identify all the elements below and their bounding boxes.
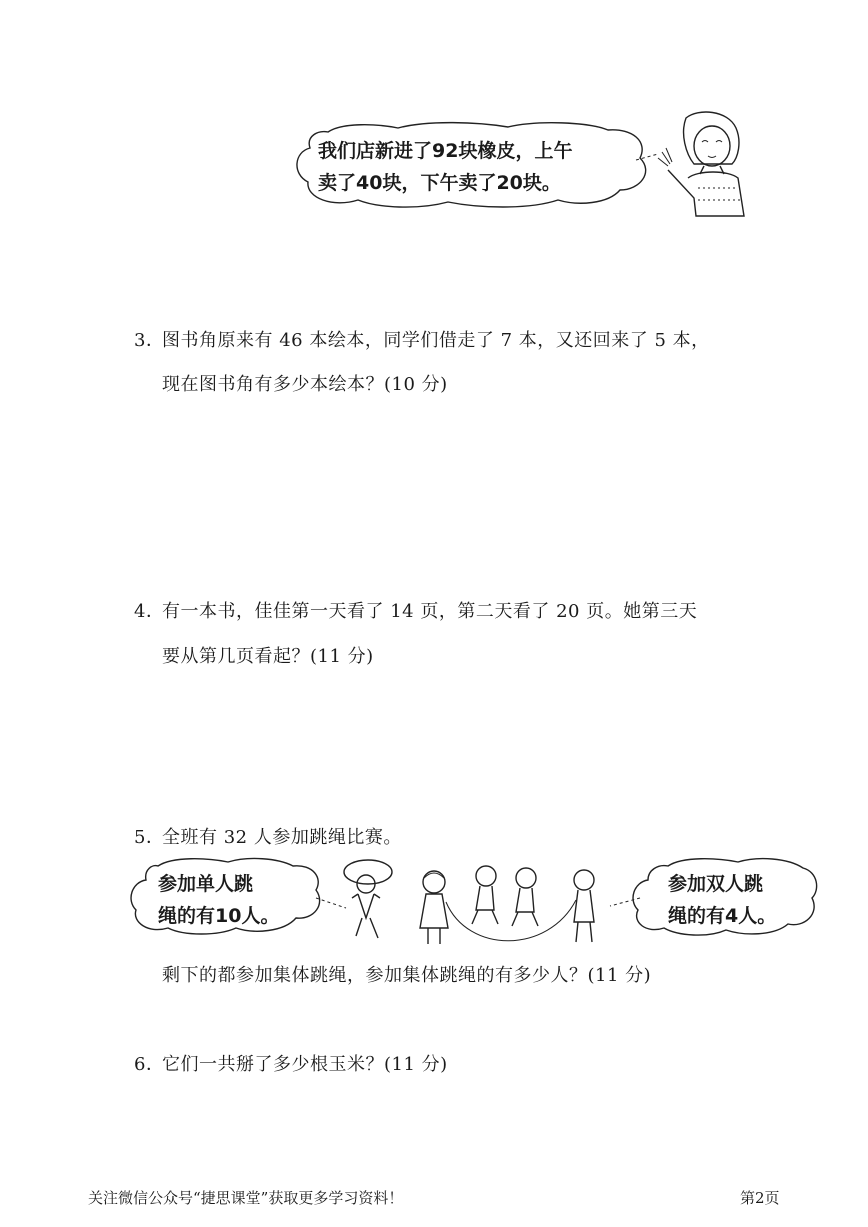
jump-rope-children-illustration	[338, 858, 618, 950]
question-3-number: 3．	[134, 330, 165, 351]
question-5-line1: 全班有 32 人参加跳绳比赛。	[162, 827, 402, 848]
question-6-line1: 它们一共掰了多少根玉米？(11 分)	[162, 1054, 448, 1075]
speech-left-line2: 绳的有10人。	[158, 905, 280, 927]
speech-left-line1: 参加单人跳	[158, 873, 254, 895]
speech-top-line2: 卖了40块，下午卖了20块。	[318, 172, 561, 194]
question-5-number: 5．	[134, 827, 165, 848]
question-4-line1: 有一本书，佳佳第一天看了 14 页，第二天看了 20 页。她第三天	[162, 601, 698, 622]
page-number: 第2页	[740, 1189, 780, 1207]
question-3-line1: 图书角原来有 46 本绘本，同学们借走了 7 本，又还回来了 5 本，	[162, 330, 710, 351]
question-5-line2: 剩下的都参加集体跳绳，参加集体跳绳的有多少人？(11 分)	[162, 965, 652, 986]
speech-right-line2: 绳的有4人。	[668, 905, 777, 927]
question-4-line2: 要从第几页看起？(11 分)	[162, 646, 374, 667]
speech-top-line1: 我们店新进了92块橡皮，上午	[318, 140, 573, 162]
question-3-line2: 现在图书角有多少本绘本？(10 分)	[162, 374, 448, 395]
question-6-number: 6．	[134, 1054, 165, 1075]
footer-note: 关注微信公众号“捷思课堂”获取更多学习资料！	[88, 1189, 404, 1207]
speech-right-line1: 参加双人跳	[668, 873, 764, 895]
shopkeeper-illustration	[648, 108, 748, 218]
question-4-number: 4．	[134, 601, 165, 622]
